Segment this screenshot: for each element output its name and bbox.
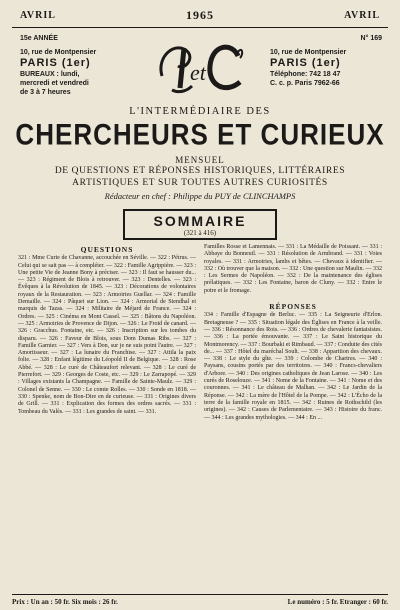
questions-continued-text: Familles Rosse et Lamennais. — 331 : La Médaille de Poissant. — 331 : Abbaye du Bonneuil. — 331 : Résolution de Armbrand. — 331 : Voies royales. — 331 : Armoiries, lambs et bêtes. — Chevaux à identifier. — 332 : Où trouver que la maison. — 332 : Une question sur Maulin. — 332 : Les Sermes de Napoléon. — 332 : De la maintenance des églises prélatiques. — 332 : Les Fontaine, baron de Cluny. — 332 : Entre le potre et le fromage. — [204, 244, 382, 294]
questions-text: 321 : Mme Curie de Chavanne, accouchée en Séville. — 322 : Pétrus. — Celui qui se sait pas — à compléter. — 322 : Famille Agrippière. — 323 : Une petite Vie de Jeanne Bony à préciser. — 323 : Il faut se hausser du... — 323 : Régiment de Blois à retrouver. — 323 : Dentelles. — 323 : Évêques à la Révolution de 1845. — 323 : Décorations de volontaires royaux de la Restauration. — 323 : Armoiries Guellar. — 324 : Famille Demaille. — 324 : Pâquet sur Lion. — 324 : Armorial de Stendhal et marquis de Tazas. — 324 : Militaire de Méjard de France. — 324 : Ordres. — 325 : Cinéma en Mont Cassel. — 325 : Bâtons du Napoléon. — 325 : Armoiries de Provence de Dijon. — 326 : Le Froid de canard. — 326 : Gracchus. Fontaine, etc. — 326 : Inscription sur les tombes du disparu. — 326 : Faveur de Blois, sous Dom Dumas Ribs. — 327 : Famille Garnier. — 327 : Vers à Don, sur je ne suis point l'autre. — 327 : Amortisseur. — 327 : La lunaire du Franchise. — 327 : Attila la paix folie. — 328 : Enfant légitime du Léopold II de Belgique. — 328 : Rose Abbé. — 328 : Le curé de Châteaufort relevant. — 328 : Le curé de Pierrefort. — 329 : Georges de Coste, etc. — 329 : Le Zarrapopé. — 329 : Villages existants la Champagne. — Famille de Sainte-Maulz. — 329 : Colonel de Senne. — 330 : Le comte Rolles. — 330 : Sonde en 1818. — 330 : Spenke, nom de Bon-Dire en de curieuse. — 331 : Origines divers de Grill. — 331 : Explication des formes des ordres sacrés. — 331 : Tombeau du Valès. — 331 : Les grandes de saint. — 331. — [18, 255, 196, 415]
left-info-block — [20, 34, 140, 97]
logo-icon — [154, 36, 246, 100]
right-column — [204, 244, 382, 422]
summary-box — [123, 209, 277, 240]
month-left: AVRIL — [20, 10, 56, 21]
editor-line: Rédacteur en chef : Philippe du PUY de CLINCHAMPS — [104, 191, 296, 201]
hours-line-1: BUREAUX : lundi, — [20, 71, 80, 78]
year: 1965 — [186, 8, 214, 22]
journal-subtitle: L'INTERMÉDIAIRE DES — [129, 106, 271, 117]
left-city: PARIS (1er) — [20, 57, 91, 69]
masthead — [12, 34, 388, 108]
summary-page-range: (321 à 416) — [183, 229, 217, 237]
contents-columns — [12, 244, 388, 422]
month-right: AVRIL — [344, 10, 380, 21]
journal-title: CHERCHEURS ET CURIEUX — [15, 116, 385, 152]
questions-heading: QUESTIONS — [80, 245, 134, 254]
issue-number: N° 169 — [360, 35, 382, 42]
right-city: PARIS (1er) — [270, 57, 341, 69]
svg-text:et: et — [190, 60, 206, 85]
description-line-1: DE QUESTIONS ET RÉPONSES HISTORIQUES, LITTÉRAIRES — [54, 166, 346, 176]
responses-text: 334 : Famille d'Espagne de Berluc. — 335 : La Seigneurie d'Erlon. Bretagneuse ? — 335 : Situation légale des Églises en France à la veille. — 336 : Résonnance des Rois. — 336 : Ordres de chevalerie fantaisistes. — 336 : La portée émouvante. — 337 : Le Saint historique du Montmorency. — 337 : Bourbaki et Rimbaud. — 337 : Conduite des cités de... — 337 : Hôtel du maréchal Soult. — 338 : Apparition des chevaux. — 338 : Le style du gîte. — 339 : Colombe de Chartres. — 340 : Paysans, cousins portés par des territoires. — 340 : Francs-chevaliers d'Arbore. — 340 : Des origines catholiques de Jean Larose. — 340 : Les curés de Roselouze. — 341 : Nome de la Fontaine. — 341 : Nome et des couronnes. — 341 : Le château de Malhan. — 342 : Le Jardin de la Réponse. — 342 : La mère de l'Hôtel de la Pompe. — 342 : L'Écho de la terre de la famille royale en 1815. — 342 : Ruines de Rothschild (les origines). — 342 : Causes de Parlementaire. — 343 : Histoire du franc. — 344 : Les grandes mythologies. — 344 : En ... — [204, 312, 382, 421]
price-footer — [12, 594, 388, 606]
phone: Téléphone: 742 18 47 — [270, 71, 341, 78]
description-line-2: ARTISTIQUES ET SUR TOUTES AUTRES CURIOSITÉS — [72, 178, 328, 188]
edition-label: 15e ANNÉE — [20, 35, 58, 42]
hours-line-3: de 3 à 7 heures — [20, 89, 71, 96]
frequency-label: MENSUEL — [175, 155, 225, 165]
responses-heading: RÉPONSES — [269, 302, 317, 312]
issue-price: Le numéro : 5 fr. Etranger : 60 fr. — [287, 598, 388, 606]
hours-line-2: mercredi et vendredi — [20, 80, 89, 87]
right-address: 10, rue de Montpensier — [270, 49, 347, 56]
ornate-monogram-logo — [154, 36, 246, 100]
right-info-block — [270, 34, 382, 88]
date-bar — [12, 6, 388, 28]
summary-title: SOMMAIRE — [153, 213, 247, 229]
left-address: 10, rue de Montpensier — [20, 49, 97, 56]
subscription-price: Prix : Un an : 50 fr. Six mois : 26 fr. — [12, 598, 118, 606]
postal-account: C. c. p. Paris 7962-66 — [270, 80, 340, 87]
left-column — [18, 244, 196, 422]
